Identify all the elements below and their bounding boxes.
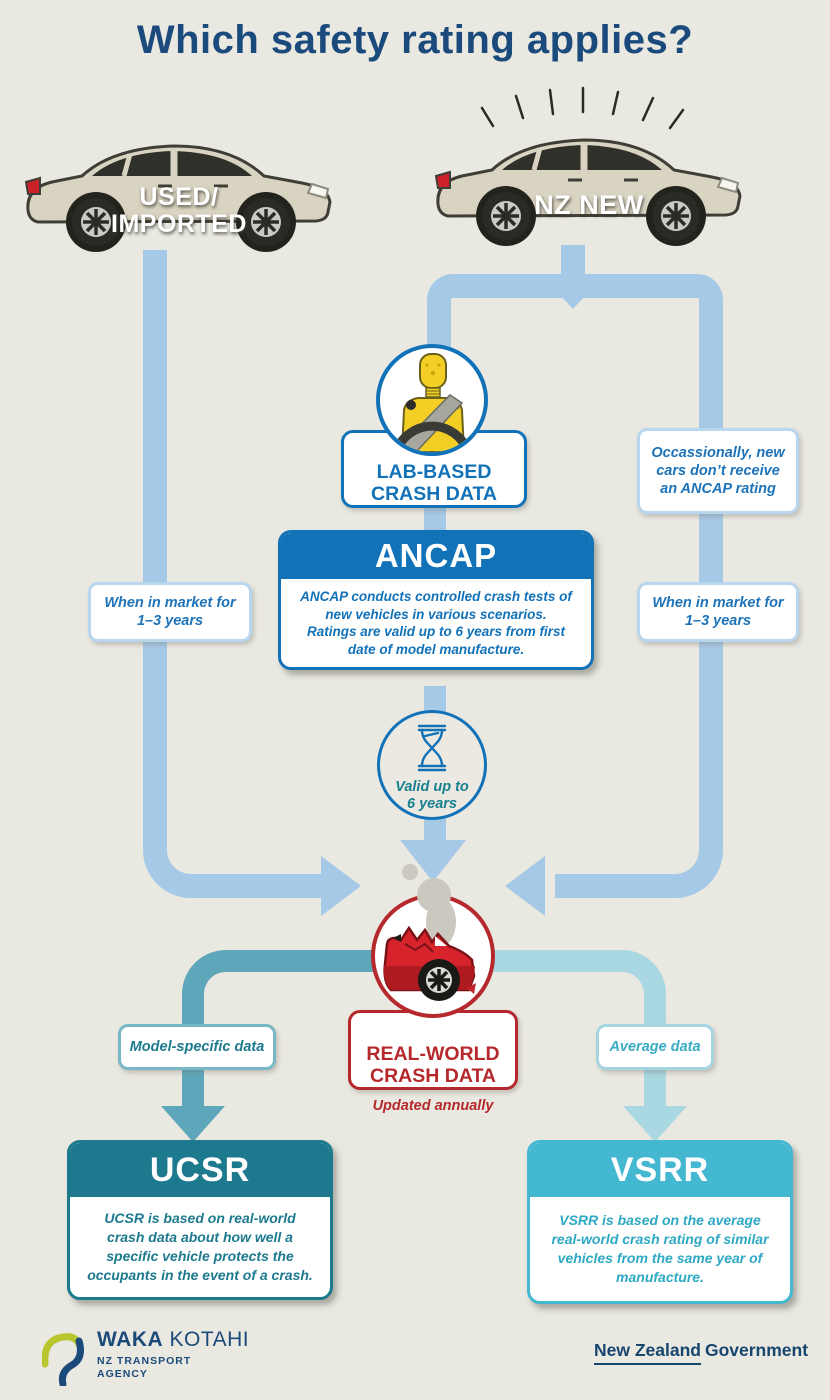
ancap-title: ANCAP (281, 533, 591, 579)
flow-arrow-right-head (505, 856, 545, 916)
nz-new-car (428, 120, 750, 252)
branch-right-arrow-head (623, 1106, 687, 1142)
note-occasionally: Occassionally, new cars don’t receive an ANCAP rating (637, 428, 799, 514)
ancap-description: ANCAP conducts controlled crash tests of new vehicles in various scenarios. Ratings are valid up to 6 years from first date of model manufacture. (300, 589, 572, 657)
note-model-specific-data: Model-specific data (118, 1024, 276, 1070)
crash-test-dummy-icon (376, 344, 488, 456)
waka-text: WAKA (97, 1328, 164, 1351)
flow-arrow-left-head (321, 856, 361, 916)
flow-line-used-vertical (143, 250, 167, 850)
branch-left-elbow (182, 950, 226, 994)
waka-kotahi-text (97, 1328, 249, 1381)
ancap-panel (278, 530, 594, 670)
hourglass-icon (412, 723, 452, 773)
flow-elbow-used (143, 850, 191, 898)
flow-elbow-right (675, 850, 723, 898)
note-average-data: Average data (596, 1024, 714, 1070)
vsrr-panel (527, 1140, 793, 1304)
vsrr-description: VSRR is based on the average real-world crash rating of similar vehicles from the same year of manufacture. (551, 1212, 769, 1285)
smoke-puff-large (417, 878, 451, 912)
validity-text: Valid up to 6 years (395, 779, 469, 812)
used-imported-label: USED/ IMPORTED (111, 183, 247, 238)
ucsr-description: UCSR is based on real-world crash data about how well a specific vehicle protects the occupants in the event of a crash. (87, 1210, 313, 1283)
crashed-car-icon (371, 894, 495, 1018)
lab-based-badge: LAB-BASED CRASH DATA (341, 430, 527, 508)
real-world-badge: REAL-WORLD CRASH DATA (348, 1010, 518, 1090)
note-when-in-market-left: When in market for 1–3 years (88, 582, 252, 642)
government-text: Government (704, 1340, 809, 1360)
ucsr-panel (67, 1140, 333, 1300)
branch-right-elbow (622, 950, 666, 994)
validity-circle (377, 710, 487, 820)
note-when-in-market-right: When in market for 1–3 years (637, 582, 799, 642)
flow-split-notch (561, 296, 585, 309)
kotahi-text: KOTAHI (169, 1328, 250, 1351)
updated-annually-text: Updated annually (372, 1098, 494, 1114)
page-title: Which safety rating applies? (136, 18, 694, 62)
smoke-puff-small (402, 864, 418, 880)
nz-new-label: NZ NEW (534, 190, 644, 220)
branch-left-arrow-head (161, 1106, 225, 1142)
nz-government-logo (594, 1340, 808, 1361)
waka-kotahi-mark-icon (42, 1328, 88, 1386)
vsrr-title: VSRR (530, 1143, 790, 1197)
flow-line-used-horizontal (191, 874, 321, 898)
nz-new-car-illustration (428, 120, 750, 252)
nz-transport-agency-text: NZ TRANSPORT AGENCY (97, 1355, 192, 1380)
ucsr-title: UCSR (70, 1143, 330, 1197)
new-zealand-text: New Zealand (594, 1340, 701, 1365)
flow-line-right-horizontal (555, 874, 675, 898)
waka-kotahi-logo (42, 1328, 249, 1386)
used-imported-car (18, 126, 340, 258)
